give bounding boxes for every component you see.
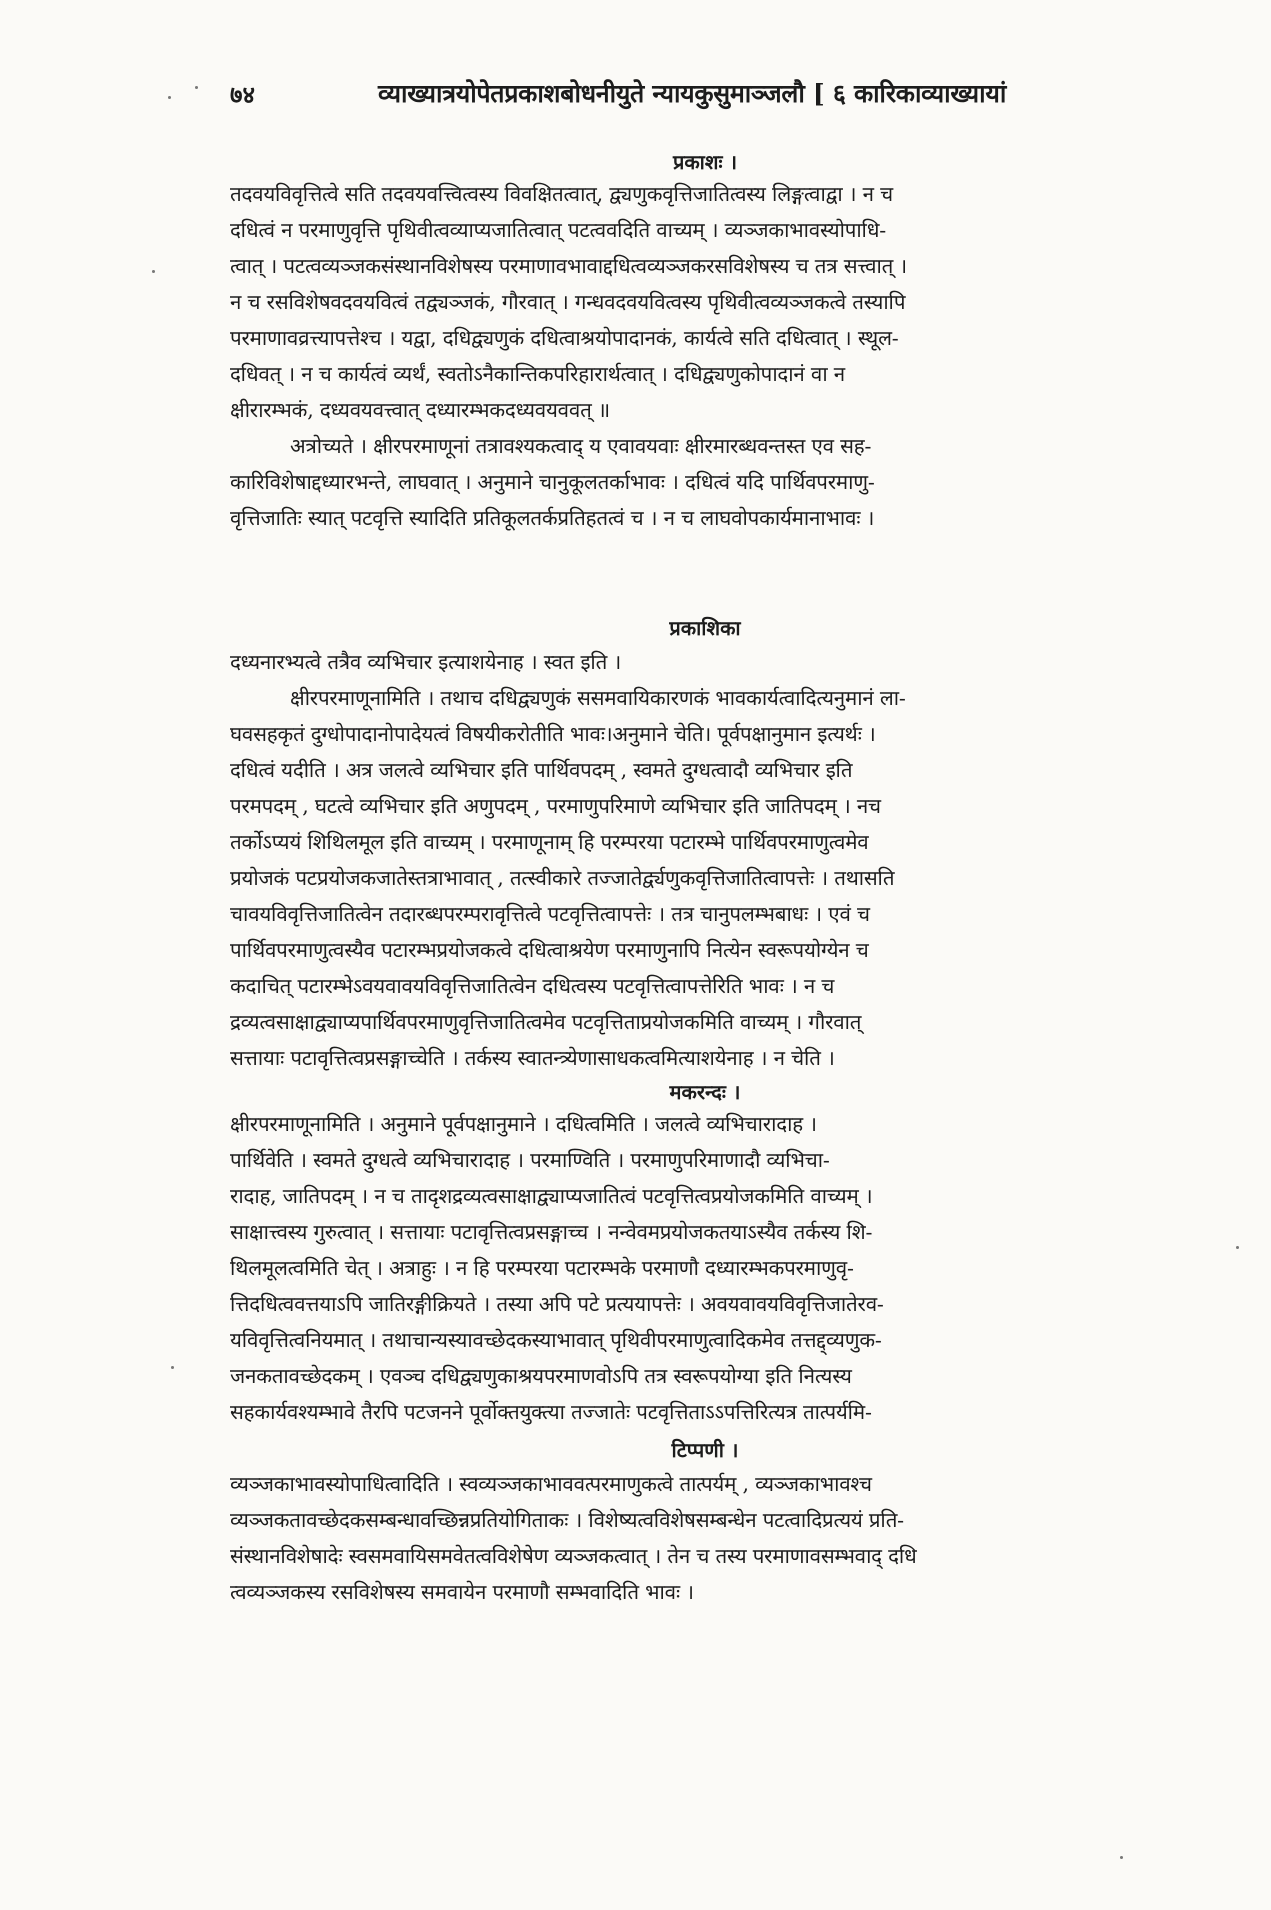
makaranda-text xyxy=(230,1106,1180,1430)
prakasha-text xyxy=(230,176,1180,536)
text-line: तदवयविवृत्तित्वे सति तदवयवत्त्वित्वस्य विवक्षितत्वात्, द्व्यणुकवृत्तिजातित्वस्य लिङ्गत्वाद्वा । न च xyxy=(230,182,893,206)
text-line: त्वव्यञ्जकस्य रसविशेषस्य समवायेन परमाणौ सम्भवादिति भावः । xyxy=(230,1580,694,1604)
text-line: थिलमूलत्वमिति चेत् । अत्राहुः । न हि परम्परया पटारम्भके परमाणौ दध्यारम्भकपरमाणुवृ- xyxy=(230,1256,854,1280)
text-line: त्वात् । पटत्वव्यञ्जकसंस्थानविशेषस्य परमाणावभावाद्दधित्वव्यञ्जकरसविशेषस्य च तत्र सत्त्वात् । xyxy=(230,254,907,278)
text-line: जनकतावच्छेदकम् । एवञ्च दधिद्व्यणुकाश्रयपरमाणवोऽपि तत्र स्वरूपयोग्या इति नित्यस्य xyxy=(230,1364,852,1388)
text-line: क्षीरपरमाणूनामिति । अनुमाने पूर्वपक्षानुमाने । दधित्वमिति । जलत्वे व्यभिचारादाह । xyxy=(230,1112,817,1136)
scan-speck xyxy=(195,86,198,89)
text-line: तर्कोऽप्ययं शिथिलमूल इति वाच्यम् । परमाणूनाम् हि परम्परया पटारम्भे पार्थिवपरमाणुत्वमेव xyxy=(230,830,869,854)
scan-speck xyxy=(1236,1246,1239,1249)
text-line: व्यञ्जकाभावस्योपाधित्वादिति । स्वव्यञ्जकाभाववत्परमाणुकत्वे तात्पर्यम् , व्यञ्जकाभावश्च xyxy=(230,1472,872,1496)
scan-speck xyxy=(1120,1856,1123,1859)
heading-prakasha: प्रकाशः । xyxy=(672,150,738,174)
scan-speck xyxy=(168,96,171,99)
scan-speck xyxy=(152,270,155,273)
text-line: न च रसविशेषवदवयवित्वं तद्व्यञ्जकं, गौरवात् । गन्धवदवयवित्वस्य पृथिवीत्वव्यञ्जकत्वे तस्यापि xyxy=(230,290,906,314)
heading-makaranda: मकरन्दः । xyxy=(669,1080,741,1104)
text-line: पार्थिवेति । स्वमते दुग्धत्वे व्यभिचारादाह । परमाण्विति । परमाणुपरिमाणादौ व्यभिचा- xyxy=(230,1148,830,1172)
page-header xyxy=(230,74,1190,118)
text-line: द्रव्यत्वसाक्षाद्व्याप्यपार्थिवपरमाणुवृत्तिजातित्वमेव पटवृत्तिताप्रयोजकमिति वाच्यम् । गौरवात् xyxy=(230,1010,862,1034)
text-line: क्षीरपरमाणूनामिति । तथाच दधिद्व्यणुकं ससमवायिकारणकं भावकार्यत्वादित्यनुमानं ला- xyxy=(290,686,906,710)
text-line: पार्थिवपरमाणुत्वस्यैव पटारम्भप्रयोजकत्वे दधित्वाश्रयेण परमाणुनापि नित्येन स्वरूपयोग्येन च xyxy=(230,938,869,962)
text-line: संस्थानविशेषादेः स्वसमवायिसमवेतत्वविशेषेण व्यञ्जकत्वात् । तेन च तस्य परमाणावसम्भवाद् दधि xyxy=(230,1544,917,1568)
text-line: प्रयोजकं पटप्रयोजकजातेस्तत्राभावात् , तत्स्वीकारे तज्जातेर्द्व्यणुकवृत्तिजातित्वापत्तेः । तथासति xyxy=(230,866,895,890)
heading-prakashika: प्रकाशिका xyxy=(669,616,741,640)
running-title: व्याख्यात्रयोपेतप्रकाशबोधनीयुते न्यायकुसुमाञ्जलौ [ ६ कारिकाव्याख्यायां xyxy=(378,79,1007,108)
prakashika-text xyxy=(230,644,1180,1076)
page-number: ७४ xyxy=(230,80,255,109)
text-line: कदाचित् पटारम्भेऽवयवावयविवृत्तिजातित्वेन दधित्वस्य पटवृत्तित्वापत्तेरिति भावः । न च xyxy=(230,974,835,998)
text-line: वृत्तिजातिः स्यात् पटवृत्ति स्यादिति प्रतिकूलतर्कप्रतिहतत्वं च । न च लाघवोपकार्यमानाभावः । xyxy=(230,506,875,530)
text-line: क्षीरारम्भकं, दध्यवयवत्त्वात् दध्यारम्भकदध्यवयववत् ॥ xyxy=(230,398,610,422)
text-line: दधिवत् । न च कार्यत्वं व्यर्थं, स्वतोऽनैकान्तिकपरिहारार्थत्वात् । दधिद्व्यणुकोपादानं वा न xyxy=(230,362,845,386)
text-line: त्तिदधित्ववत्तयाऽपि जातिरङ्गीक्रियते । तस्या अपि पटे प्रत्ययापत्तेः । अवयवावयविवृत्तिजातेरव- xyxy=(230,1292,884,1316)
text-line: परमाणावव्रत्त्यापत्तेश्च । यद्वा, दधिद्व्यणुकं दधित्वाश्रयोपादानकं, कार्यत्वे सति दधित्वात् । स्थूल- xyxy=(230,326,899,350)
text-line: यविवृत्तित्वनियमात् । तथाचान्यस्यावच्छेदकस्याभावात् पृथिवीपरमाणुत्वादिकमेव तत्तद्द्व्यणुक- xyxy=(230,1328,882,1352)
text-line: परमपदम् , घटत्वे व्यभिचार इति अणुपदम् , परमाणुपरिमाणे व्यभिचार इति जातिपदम् । नच xyxy=(230,794,881,818)
text-line: घवसहकृतं दुग्धोपादानोपादेयत्वं विषयीकरोतीति भावः।अनुमाने चेति। पूर्वपक्षानुमान इत्यर्थः । xyxy=(230,722,876,746)
text-line: सहकार्यवश्यम्भावे तैरपि पटजनने पूर्वोक्तयुक्त्या तज्जातेः पटवृत्तिताऽऽपत्तिरित्यत्र तात्पर्यमि- xyxy=(230,1400,872,1424)
text-line: चावयविवृत्तिजातित्वेन तदारब्धपरम्परावृत्तित्वे पटवृत्तित्वापत्तेः । तत्र चानुपलम्भबाधः । एवं च xyxy=(230,902,870,926)
text-line: व्यञ्जकतावच्छेदकसम्बन्धावच्छिन्नप्रतियोगिताकः । विशेष्यत्वविशेषसम्बन्धेन पटत्वादिप्रत्ययं प्रति- xyxy=(230,1508,904,1532)
text-line: दधित्वं यदीति । अत्र जलत्वे व्यभिचार इति पार्थिवपदम् , स्वमते दुग्धत्वादौ व्यभिचार इति xyxy=(230,758,853,782)
text-line: साक्षात्त्वस्य गुरुत्वात् । सत्तायाः पटावृत्तित्वप्रसङ्गाच्च । नन्वेवमप्रयोजकतयाऽस्यैव तर्कस्य शि- xyxy=(230,1220,873,1244)
tippani-text xyxy=(230,1466,1180,1610)
text-line: दधित्वं न परमाणुवृत्ति पृथिवीत्वव्याप्यजातित्वात् पटत्ववदिति वाच्यम् । व्यञ्जकाभावस्योपाधि- xyxy=(230,218,886,242)
text-line: दध्यनारभ्यत्वे तत्रैव व्यभिचार इत्याशयेनाह । स्वत इति । xyxy=(230,650,622,674)
heading-tippani: टिप्पणी । xyxy=(671,1438,739,1462)
text-line: रादाह, जातिपदम् । न च तादृशद्रव्यत्वसाक्षाद्व्याप्यजातित्वं पटवृत्तित्वप्रयोजकमिति वाच्यम् । xyxy=(230,1184,873,1208)
scan-speck xyxy=(171,1366,174,1369)
text-line: अत्रोच्यते । क्षीरपरमाणूनां तत्रावश्यकत्वाद् य एवावयवाः क्षीरमारब्धवन्तस्त एव सह- xyxy=(290,434,872,458)
text-line: सत्तायाः पटावृत्तित्वप्रसङ्गाच्चेति । तर्कस्य स्वातन्त्र्येणासाधकत्वमित्याशयेनाह । न चेति । xyxy=(230,1046,835,1070)
text-line: कारिविशेषाद्दध्यारभन्ते, लाघवात् । अनुमाने चानुकूलतर्काभावः । दधित्वं यदि पार्थिवपरमाणु- xyxy=(230,470,875,494)
